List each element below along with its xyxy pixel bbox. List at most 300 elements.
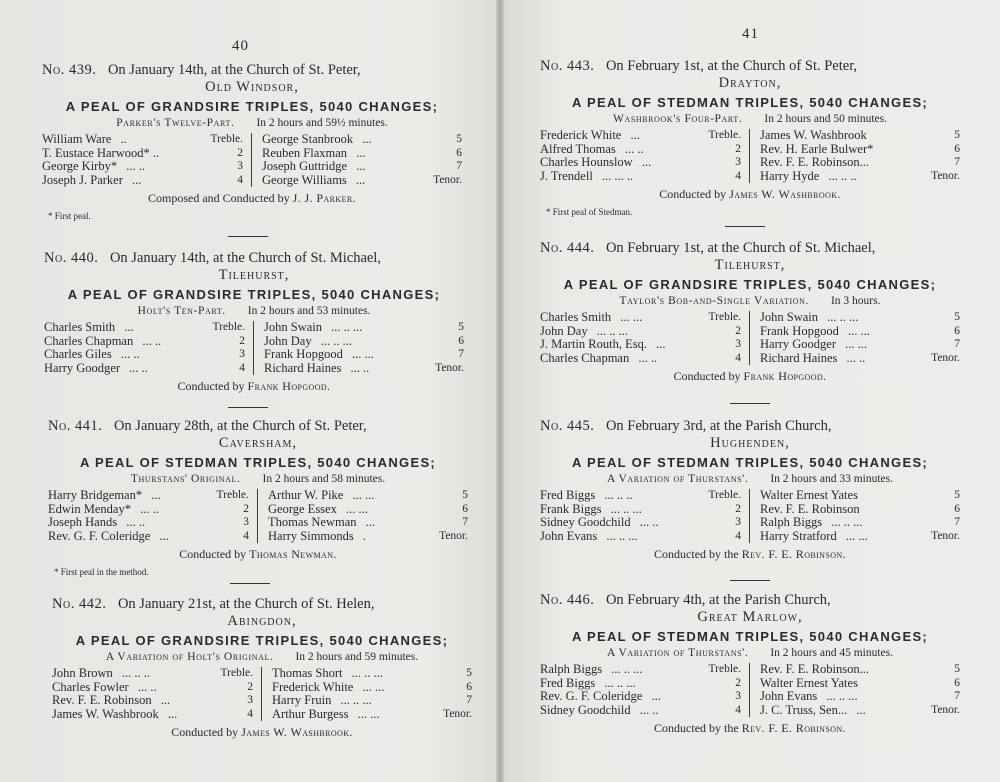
ringer-row xyxy=(540,503,741,517)
peal-number: No. 439. xyxy=(42,62,97,78)
ringers-left-column xyxy=(540,489,750,543)
conductor-name: Thomas Newman. xyxy=(249,547,337,561)
peal-record xyxy=(540,240,960,384)
ringer-row xyxy=(42,160,243,174)
bell-number: 7 xyxy=(954,516,960,528)
ringer-row xyxy=(262,133,462,147)
ringer-row xyxy=(760,129,960,143)
ringer-row xyxy=(540,170,741,184)
leader-dots: ... ... xyxy=(620,310,643,324)
leader-dots: ... .. xyxy=(639,702,659,717)
ringer-row xyxy=(52,667,253,681)
ringer-name: Charles Chapman xyxy=(44,333,134,348)
leader-dots: ... .. ... xyxy=(606,528,638,543)
leader-dots: ... .. xyxy=(129,360,148,375)
leader-dots: ... xyxy=(362,132,372,146)
ringer-name: Frederick White xyxy=(540,128,622,142)
peal-method-line xyxy=(48,472,468,487)
peal-place: Tilehurst, xyxy=(218,267,290,283)
conductor-name: James W. Washbrook. xyxy=(729,187,841,201)
ringers-table xyxy=(540,311,960,365)
conductor-prefix: Conducted by the xyxy=(654,547,739,561)
ringer-row xyxy=(268,503,468,517)
ringer-row xyxy=(272,667,472,681)
leader-dots: ... .. xyxy=(624,141,644,156)
ringer-row xyxy=(760,170,960,184)
ringer-row xyxy=(760,325,960,339)
bell-number: 6 xyxy=(462,502,468,515)
ringer-name: John Swain xyxy=(760,310,818,324)
ringer-name: Sidney Goodchild xyxy=(540,515,631,529)
conductor-line xyxy=(42,190,462,206)
bell-number: 5 xyxy=(954,489,960,501)
leader-dots: ... xyxy=(159,528,169,543)
ringer-name: Rev. F. E. Robinson... xyxy=(760,662,869,676)
peal-title: A PEAL OF STEDMAN TRIPLES, 5040 CHANGES; xyxy=(571,455,929,470)
ringer-name: Rev. F. E. Robinson xyxy=(760,501,860,516)
peal-method-line xyxy=(540,472,960,487)
conductor-line xyxy=(540,368,960,384)
ringer-row xyxy=(760,156,960,170)
ringers-left-column xyxy=(44,321,254,375)
duration: In 2 hours and 53 minutes. xyxy=(247,305,371,317)
leader-dots: ... .. ... xyxy=(320,333,352,348)
peal-record xyxy=(42,62,462,222)
bell-number: Tenor. xyxy=(435,361,464,374)
ringer-name: Charles Hounslow xyxy=(540,155,633,169)
ringer-name: John Day xyxy=(540,323,588,338)
ringers-left-column xyxy=(42,133,252,187)
bell-number: Treble. xyxy=(708,129,741,141)
bell-number: 3 xyxy=(735,516,741,528)
ringer-name: Ralph Biggs xyxy=(760,515,823,529)
ringer-row xyxy=(540,704,741,718)
bell-number: Treble. xyxy=(216,489,249,501)
ringer-row xyxy=(760,489,960,503)
ringer-name: J. Martin Routh, Esq. xyxy=(540,337,647,351)
leader-dots: ... .. ... xyxy=(610,501,642,516)
leader-dots: ... .. .. xyxy=(121,666,151,680)
peal-number: No. 442. xyxy=(52,596,107,612)
ringer-name: Ralph Biggs xyxy=(540,662,603,676)
leader-dots: ... xyxy=(656,337,666,351)
ringers-right-column xyxy=(750,663,960,717)
ringer-name: Thomas Newman xyxy=(268,515,357,529)
ringers-table xyxy=(540,129,960,183)
ringer-row xyxy=(42,133,243,147)
ringers-right-column xyxy=(252,133,462,187)
ringer-name: Charles Chapman xyxy=(540,350,630,365)
ringer-row xyxy=(760,530,960,544)
ringer-name: J. C. Truss, Sen... xyxy=(760,702,848,717)
ringer-name: Joseph J. Parker xyxy=(42,172,123,187)
conductor-prefix: Conducted by xyxy=(177,379,245,393)
peal-header xyxy=(540,592,960,609)
peal-title: A PEAL OF GRANDSIRE TRIPLES, 5040 CHANGES; xyxy=(563,277,937,292)
ringer-row xyxy=(264,335,464,349)
leader-dots: ... xyxy=(356,159,366,173)
conductor-prefix: Conducted by xyxy=(171,725,239,739)
ringer-row xyxy=(760,503,960,517)
ringer-row xyxy=(760,663,960,677)
composition: Holt's Ten-Part. xyxy=(137,305,226,317)
section-rule xyxy=(725,226,765,227)
peal-record xyxy=(540,418,960,562)
bell-number: 5 xyxy=(462,489,468,501)
ringer-name: James W. Washbrook xyxy=(760,128,867,142)
bell-number: Treble. xyxy=(220,667,253,679)
peal-date-church: On January 21st, at the Church of St. Helen, xyxy=(117,596,375,612)
peal-method-line xyxy=(540,112,960,127)
peal-record xyxy=(44,250,464,394)
leader-dots: ... xyxy=(151,488,161,502)
ringer-row xyxy=(52,681,253,695)
ringer-name: Harry Stratford xyxy=(760,528,837,543)
leader-dots: ... ... xyxy=(351,347,374,361)
ringer-row xyxy=(262,147,462,161)
ringer-name: Joseph Hands xyxy=(48,515,118,529)
ringer-row xyxy=(760,352,960,366)
ringer-row xyxy=(48,530,249,544)
bell-number: 4 xyxy=(735,703,741,716)
bell-number: 2 xyxy=(239,334,245,347)
peal-record xyxy=(540,58,960,218)
ringer-row xyxy=(272,694,472,708)
bell-number: 3 xyxy=(243,516,249,528)
peal-number: No. 446. xyxy=(540,592,595,608)
ringer-name: George Williams xyxy=(262,172,347,187)
ringer-name: Charles Fowler xyxy=(52,679,129,694)
bell-number: Tenor. xyxy=(439,529,468,542)
peal-date-church: On February 1st, at the Church of St. Michael, xyxy=(605,240,876,256)
ringers-left-column xyxy=(52,667,262,721)
leader-dots: ... ... .. xyxy=(601,168,634,183)
ringer-name: Harry Bridgeman* xyxy=(48,488,143,502)
leader-dots: ... xyxy=(167,706,178,721)
bell-number: 2 xyxy=(735,502,741,515)
bell-number: 5 xyxy=(466,667,472,679)
peal-place: Caversham, xyxy=(218,435,298,451)
ringers-table xyxy=(540,489,960,543)
peal-method-line xyxy=(52,650,472,665)
ringer-row xyxy=(760,677,960,691)
peal-number: No. 443. xyxy=(540,58,595,74)
bell-number: 5 xyxy=(954,311,960,323)
peal-date-church: On January 14th, at the Church of St. Michael, xyxy=(109,250,381,266)
peal-title: A PEAL OF GRANDSIRE TRIPLES, 5040 CHANGES; xyxy=(65,99,439,114)
leader-dots: ... .. xyxy=(137,679,157,694)
ringer-row xyxy=(264,362,464,376)
leader-dots: ... .. ... xyxy=(351,666,383,680)
ringer-name: Frank Hopgood xyxy=(264,347,343,361)
ringer-name: Rev. H. Earle Bulwer* xyxy=(760,141,874,156)
ringers-right-column xyxy=(750,311,960,365)
ringer-row xyxy=(272,681,472,695)
ringer-name: James W. Washbrook xyxy=(52,706,159,721)
ringer-row xyxy=(42,147,243,161)
bell-number: 6 xyxy=(954,502,960,515)
ringer-row xyxy=(268,489,468,503)
conductor-line xyxy=(44,378,464,394)
ringer-name: Charles Smith xyxy=(44,320,116,334)
bell-number: 5 xyxy=(954,663,960,675)
ringer-name: Alfred Thomas xyxy=(540,141,616,156)
leader-dots: ... xyxy=(641,155,652,169)
ringer-name: Edwin Menday* xyxy=(48,501,131,516)
bell-number: 3 xyxy=(735,156,741,168)
ringer-row xyxy=(540,338,741,352)
conductor-name: Frank Hopgood. xyxy=(247,379,331,393)
conductor-line xyxy=(52,724,472,740)
ringer-name: Rev. G. F. Coleridge xyxy=(540,689,643,703)
bell-number: 7 xyxy=(462,516,468,528)
ringer-name: John Swain xyxy=(264,320,322,334)
leader-dots: ... ... xyxy=(357,706,380,721)
composition: Washbrook's Four-Part. xyxy=(612,113,743,125)
ringer-name: Walter Ernest Yates xyxy=(760,675,858,690)
ringer-name: Rev. F. E. Robinson... xyxy=(760,155,869,169)
leader-dots: ... xyxy=(132,172,142,187)
composition: A Variation of Thurstans'. xyxy=(606,647,749,659)
duration: In 2 hours and 58 minutes. xyxy=(262,473,386,485)
ringers-right-column xyxy=(262,667,472,721)
ringer-row xyxy=(540,489,741,503)
bell-number: 2 xyxy=(247,680,253,693)
leader-dots: ... .. .. xyxy=(828,168,857,183)
ringer-row xyxy=(540,690,741,704)
section-rule xyxy=(730,580,770,581)
section-rule xyxy=(228,407,268,408)
ringer-name: Fred Biggs xyxy=(540,488,596,502)
ringer-row xyxy=(760,143,960,157)
ringers-table xyxy=(44,321,464,375)
ringer-name: Joseph Guttridge xyxy=(262,159,348,173)
ringer-name: Harry Fruin xyxy=(272,693,332,707)
peal-number: No. 440. xyxy=(44,250,99,266)
peal-header xyxy=(44,250,464,267)
conductor-prefix: Conducted by the xyxy=(654,721,739,735)
ringer-row xyxy=(760,311,960,325)
conductor-prefix: Composed and Conducted by xyxy=(148,191,290,205)
duration: In 2 hours and 50 minutes. xyxy=(764,113,888,125)
duration: In 2 hours and 59½ minutes. xyxy=(256,117,388,129)
ringer-name: Rev. G. F. Coleridge xyxy=(48,528,151,543)
ringer-row xyxy=(264,321,464,335)
ringer-name: Arthur Burgess xyxy=(272,706,349,721)
ringer-name: Charles Smith xyxy=(540,310,612,324)
bell-number: Tenor. xyxy=(931,169,960,182)
leader-dots: ... ... xyxy=(362,679,385,694)
ringers-table xyxy=(48,489,468,543)
ringers-right-column xyxy=(254,321,464,375)
bell-number: Treble. xyxy=(708,311,741,323)
peal-record xyxy=(48,418,468,578)
leader-dots: ... xyxy=(651,689,661,703)
bell-number: 7 xyxy=(456,160,462,172)
ringer-row xyxy=(760,338,960,352)
ringer-name: Thomas Short xyxy=(272,666,343,680)
ringer-row xyxy=(262,160,462,174)
peal-date-church: On February 3rd, at the Parish Church, xyxy=(605,418,832,434)
composition: A Variation of Thurstans'. xyxy=(606,473,749,485)
conductor-prefix: Conducted by xyxy=(673,369,741,383)
peal-header xyxy=(540,240,960,257)
bell-number: Treble. xyxy=(210,133,243,145)
leader-dots: . xyxy=(362,528,367,543)
ringer-name: Richard Haines xyxy=(264,360,342,375)
bell-number: 4 xyxy=(243,529,249,542)
leader-dots: ... .. ... xyxy=(611,662,643,676)
ringer-row xyxy=(52,708,253,722)
peal-header xyxy=(42,62,462,79)
bell-number: 3 xyxy=(239,348,245,360)
ringer-name: George Stanbrook xyxy=(262,132,354,146)
conductor-line xyxy=(540,546,960,562)
peal-date-church: On January 28th, at the Church of St. Peter, xyxy=(113,418,367,434)
peal-title: A PEAL OF GRANDSIRE TRIPLES, 5040 CHANGES; xyxy=(67,287,441,302)
ringer-name: Frederick White xyxy=(272,679,354,694)
bell-number: 6 xyxy=(954,676,960,689)
leader-dots: ... xyxy=(355,172,366,187)
bell-number: Treble. xyxy=(708,489,741,501)
leader-dots: ... xyxy=(124,320,134,334)
ringer-name: John Day xyxy=(264,333,312,348)
ringer-row xyxy=(262,174,462,188)
peal-place: Drayton, xyxy=(718,75,782,91)
ringer-name: T. Eustace Harwood* .. xyxy=(42,145,160,160)
bell-number: Treble. xyxy=(708,663,741,675)
conductor-prefix: Conducted by xyxy=(659,187,727,201)
leader-dots: ... ... xyxy=(345,501,368,516)
ringer-row xyxy=(268,530,468,544)
bell-number: 7 xyxy=(458,348,464,360)
ringer-row xyxy=(540,530,741,544)
ringer-name: Sidney Goodchild xyxy=(540,702,631,717)
ringer-row xyxy=(760,516,960,530)
bell-number: Tenor. xyxy=(443,707,472,720)
leader-dots: ... .. xyxy=(350,360,370,375)
bell-number: 7 xyxy=(954,690,960,702)
bell-number: 6 xyxy=(458,334,464,347)
page-number-left: 40 xyxy=(232,38,249,54)
bell-number: 7 xyxy=(954,156,960,168)
conductor-line xyxy=(48,546,468,562)
ringer-row xyxy=(48,516,249,530)
duration: In 2 hours and 59 minutes. xyxy=(295,651,419,663)
ringers-right-column xyxy=(750,489,960,543)
duration: In 2 hours and 33 minutes. xyxy=(770,473,893,485)
duration: In 2 hours and 45 minutes. xyxy=(770,647,893,659)
ringer-row xyxy=(44,335,245,349)
leader-dots: ... .. xyxy=(120,347,140,361)
leader-dots: ... xyxy=(856,702,866,717)
conductor-name: James W. Washbrook. xyxy=(241,725,353,739)
bell-number: 2 xyxy=(237,146,243,159)
leader-dots: ... xyxy=(365,515,376,529)
ringer-row xyxy=(48,503,249,517)
footnote: * First peal in the method. xyxy=(54,567,149,577)
footnote: * First peal of Stedman. xyxy=(546,207,633,217)
bell-number: Treble. xyxy=(212,321,245,333)
peal-header xyxy=(540,418,960,435)
ringer-row xyxy=(44,348,245,362)
section-rule xyxy=(228,236,268,237)
leader-dots: .. xyxy=(120,132,127,146)
peal-number: No. 444. xyxy=(540,240,595,256)
ringers-right-column xyxy=(750,129,960,183)
leader-dots: ... ... xyxy=(845,337,868,351)
bell-number: 6 xyxy=(466,680,472,693)
ringer-row xyxy=(44,321,245,335)
duration: In 3 hours. xyxy=(830,295,881,307)
ringer-row xyxy=(42,174,243,188)
bell-number: Tenor. xyxy=(433,173,462,186)
leader-dots: ... .. ... xyxy=(831,515,863,529)
leader-dots: ... .. xyxy=(126,515,145,529)
conductor-line xyxy=(540,720,960,736)
peal-place: Great Marlow, xyxy=(697,609,803,625)
ringers-right-column xyxy=(258,489,468,543)
ringers-table xyxy=(52,667,472,721)
ringer-row xyxy=(760,704,960,718)
section-rule xyxy=(230,583,270,584)
ringer-name: Walter Ernest Yates xyxy=(760,488,858,502)
leader-dots: ... .. ... xyxy=(340,693,372,707)
leader-dots: ... xyxy=(356,145,366,160)
bell-number: 5 xyxy=(456,133,462,145)
leader-dots: ... .. xyxy=(638,350,658,365)
ringer-row xyxy=(48,489,249,503)
ringer-row xyxy=(540,516,741,530)
peal-title: A PEAL OF STEDMAN TRIPLES, 5040 CHANGES; xyxy=(571,95,929,110)
bell-number: 5 xyxy=(954,129,960,141)
ringer-row xyxy=(268,516,468,530)
leader-dots: ... xyxy=(160,693,171,707)
leader-dots: ... .. ... xyxy=(604,675,636,690)
bell-number: 7 xyxy=(954,338,960,350)
ringer-row xyxy=(540,311,741,325)
ringer-name: John Brown xyxy=(52,666,113,680)
composition: A Variation of Holt's Original. xyxy=(105,651,274,663)
ringer-name: Rev. F. E. Robinson xyxy=(52,693,152,707)
ringer-row xyxy=(52,694,253,708)
leader-dots: ... ... xyxy=(847,323,870,338)
page-number-right: 41 xyxy=(742,26,759,42)
bell-number: 6 xyxy=(954,324,960,337)
bell-number: 2 xyxy=(735,142,741,155)
ringer-name: Richard Haines xyxy=(760,350,838,365)
ringers-table xyxy=(540,663,960,717)
bell-number: 3 xyxy=(735,338,741,350)
ringer-name: Harry Simmonds xyxy=(268,528,354,543)
composition: Parker's Twelve-Part. xyxy=(116,117,235,129)
peal-title: A PEAL OF STEDMAN TRIPLES, 5040 CHANGES; xyxy=(79,455,437,470)
peal-header xyxy=(540,58,960,75)
peal-method-line xyxy=(44,304,464,319)
leader-dots: ... .. xyxy=(140,501,159,516)
ringer-row xyxy=(44,362,245,376)
ringer-row xyxy=(540,663,741,677)
bell-number: 4 xyxy=(247,707,253,720)
ringer-name: Arthur W. Pike xyxy=(268,488,344,502)
peal-place: Old Windsor, xyxy=(205,79,299,95)
peal-place: Abingdon, xyxy=(227,613,297,629)
bell-number: 4 xyxy=(735,169,741,182)
peal-header xyxy=(48,418,468,435)
leader-dots: ... .. ... xyxy=(826,689,858,703)
peal-title: A PEAL OF STEDMAN TRIPLES, 5040 CHANGES; xyxy=(571,629,929,644)
ringer-row xyxy=(540,677,741,691)
